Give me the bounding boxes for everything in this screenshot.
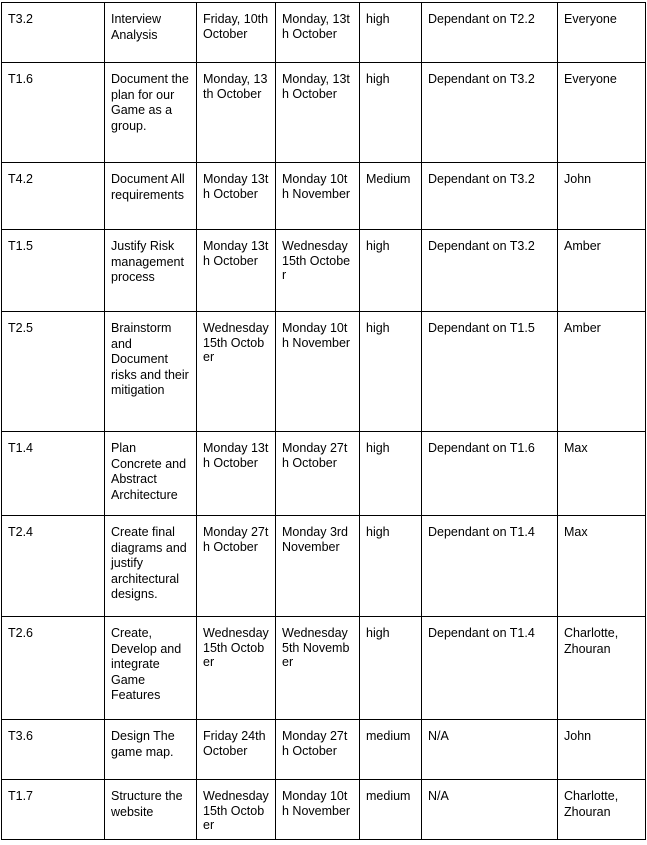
priority-cell: high <box>360 230 422 312</box>
task-id-cell: T1.6 <box>2 63 105 163</box>
task-table <box>1 2 646 840</box>
priority-cell: high <box>360 3 422 63</box>
task-id-cell: T1.5 <box>2 230 105 312</box>
dependency-cell: N/A <box>422 720 558 780</box>
table-row <box>2 230 646 312</box>
end-date-cell: Monday 27th October <box>276 432 360 516</box>
dependency-cell: Dependant on T1.4 <box>422 516 558 617</box>
owner-cell: Max <box>558 516 646 617</box>
priority-cell: high <box>360 516 422 617</box>
owner-cell: John <box>558 720 646 780</box>
end-date-cell: Monday 10th November <box>276 312 360 432</box>
priority-cell: high <box>360 312 422 432</box>
start-date-cell: Monday 13th October <box>197 230 276 312</box>
owner-cell: John <box>558 163 646 230</box>
end-date-cell: Monday 3rd November <box>276 516 360 617</box>
end-date-cell: Monday 10th November <box>276 163 360 230</box>
task-name-cell: Justify Risk management process <box>105 230 197 312</box>
dependency-cell: N/A <box>422 780 558 840</box>
start-date-cell: Wednesday 15th October <box>197 312 276 432</box>
start-date-cell: Monday 27th October <box>197 516 276 617</box>
task-name-cell: Structure the website <box>105 780 197 840</box>
owner-cell: Amber <box>558 230 646 312</box>
task-name-cell: Design The game map. <box>105 720 197 780</box>
task-name-cell: Document the plan for our Game as a group. <box>105 63 197 163</box>
owner-cell: Max <box>558 432 646 516</box>
task-id-cell: T3.2 <box>2 3 105 63</box>
end-date-cell: Monday, 13th October <box>276 63 360 163</box>
task-id-cell: T3.6 <box>2 720 105 780</box>
table-row <box>2 617 646 720</box>
table-row <box>2 780 646 840</box>
task-id-cell: T1.7 <box>2 780 105 840</box>
owner-cell: Charlotte, Zhouran <box>558 617 646 720</box>
end-date-cell: Monday 27th October <box>276 720 360 780</box>
end-date-cell: Monday 10th November <box>276 780 360 840</box>
dependency-cell: Dependant on T3.2 <box>422 163 558 230</box>
task-name-cell: Create, Develop and integrate Game Features <box>105 617 197 720</box>
table-row <box>2 3 646 63</box>
start-date-cell: Monday 13th October <box>197 432 276 516</box>
end-date-cell: Wednesday 15th October <box>276 230 360 312</box>
task-name-cell: Plan Concrete and Abstract Architecture <box>105 432 197 516</box>
task-id-cell: T1.4 <box>2 432 105 516</box>
dependency-cell: Dependant on T1.6 <box>422 432 558 516</box>
table-row <box>2 432 646 516</box>
owner-cell: Amber <box>558 312 646 432</box>
task-name-cell: Interview Analysis <box>105 3 197 63</box>
dependency-cell: Dependant on T2.2 <box>422 3 558 63</box>
table-row <box>2 63 646 163</box>
end-date-cell: Wednesday 5th November <box>276 617 360 720</box>
dependency-cell: Dependant on T1.5 <box>422 312 558 432</box>
owner-cell: Charlotte, Zhouran <box>558 780 646 840</box>
table-row <box>2 312 646 432</box>
priority-cell: high <box>360 63 422 163</box>
priority-cell: Medium <box>360 163 422 230</box>
priority-cell: high <box>360 617 422 720</box>
table-row <box>2 516 646 617</box>
owner-cell: Everyone <box>558 3 646 63</box>
priority-cell: medium <box>360 780 422 840</box>
dependency-cell: Dependant on T3.2 <box>422 230 558 312</box>
task-name-cell: Document All requirements <box>105 163 197 230</box>
start-date-cell: Friday 24th October <box>197 720 276 780</box>
task-id-cell: T2.5 <box>2 312 105 432</box>
dependency-cell: Dependant on T1.4 <box>422 617 558 720</box>
table-row <box>2 720 646 780</box>
dependency-cell: Dependant on T3.2 <box>422 63 558 163</box>
priority-cell: medium <box>360 720 422 780</box>
start-date-cell: Wednesday 15th October <box>197 780 276 840</box>
task-name-cell: Brainstorm and Document risks and their mitigation <box>105 312 197 432</box>
owner-cell: Everyone <box>558 63 646 163</box>
task-name-cell: Create final diagrams and justify architectural designs. <box>105 516 197 617</box>
task-id-cell: T2.6 <box>2 617 105 720</box>
start-date-cell: Friday, 10th October <box>197 3 276 63</box>
end-date-cell: Monday, 13th October <box>276 3 360 63</box>
task-id-cell: T2.4 <box>2 516 105 617</box>
task-id-cell: T4.2 <box>2 163 105 230</box>
start-date-cell: Monday, 13th October <box>197 63 276 163</box>
priority-cell: high <box>360 432 422 516</box>
start-date-cell: Wednesday 15th October <box>197 617 276 720</box>
start-date-cell: Monday 13th October <box>197 163 276 230</box>
table-row <box>2 163 646 230</box>
